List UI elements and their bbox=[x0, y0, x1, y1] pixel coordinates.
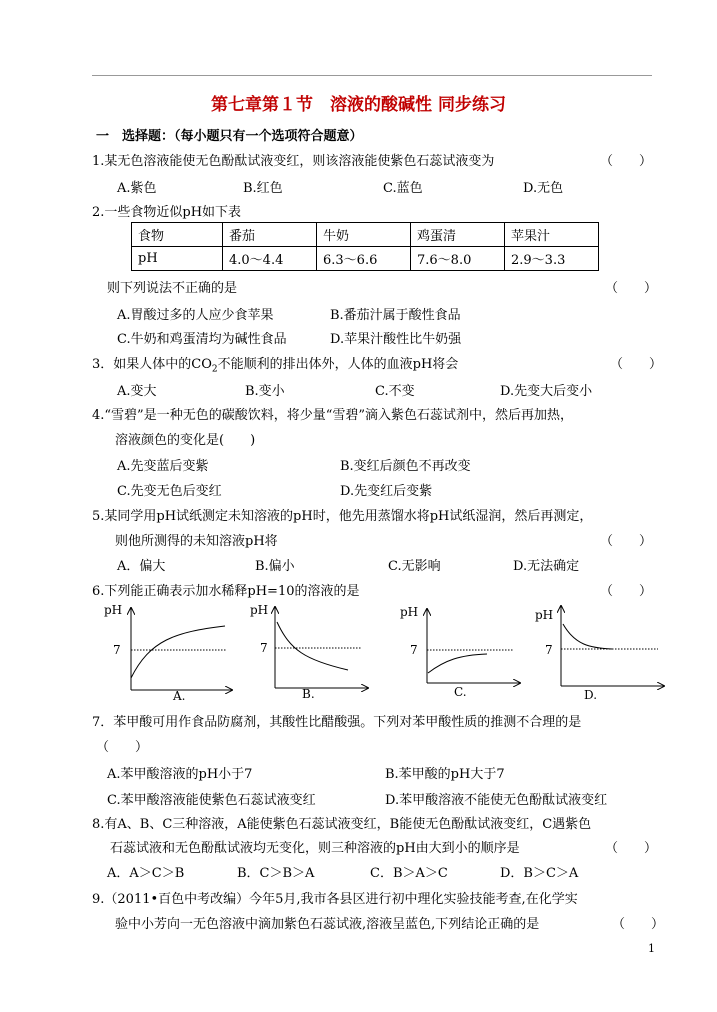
q3-option-b: B.变小 bbox=[245, 384, 285, 399]
graph-a-ref-label: 7 bbox=[113, 643, 121, 657]
graph-c-ref-label: 7 bbox=[410, 643, 418, 657]
table-cell: 7.6～8.0 bbox=[411, 247, 505, 271]
graph-c-axis-label: pH bbox=[400, 605, 419, 619]
graph-a-axis-label: pH bbox=[104, 603, 123, 617]
graph-d-ref-label: 7 bbox=[545, 643, 553, 657]
graph-c bbox=[400, 605, 520, 699]
q8-option-c: C．B＞A＞C bbox=[370, 866, 448, 881]
q7-option-d: D.苯甲酸溶液不能使无色酚酞试液变红 bbox=[385, 793, 608, 808]
graph-c-label: C. bbox=[454, 685, 467, 699]
graph-a-label: A. bbox=[173, 689, 186, 703]
q7-option-b: B.苯甲酸的pH大于7 bbox=[385, 767, 505, 782]
q3-stem-b: 不能顺利的排出体外，人体的血液pH将会 bbox=[217, 357, 459, 372]
q4-stem: 4.“雪碧”是一种无色的碳酸饮料，将少量“雪碧”滴入紫色石蕊试剂中，然后再加热， bbox=[92, 408, 573, 423]
q6-bracket: （ ） bbox=[600, 584, 653, 599]
q5-stem: 5.某同学用pH试纸测定未知溶液的pH时，他先用蒸馏水将pH试纸湿润，然后再测定， bbox=[92, 509, 593, 524]
q2-stem: 2.一些食物近似pH如下表 bbox=[92, 205, 242, 220]
q1-option-c: C.蓝色 bbox=[383, 181, 423, 196]
q7-option-a: A.苯甲酸溶液的pH小于7 bbox=[107, 767, 253, 782]
q3-stem-a: 3．如果人体中的CO bbox=[92, 357, 212, 372]
page-number: 1 bbox=[648, 942, 655, 955]
q4-stem2: 溶液颜色的变化是( ) bbox=[115, 433, 256, 448]
q7-bracket: （ ） bbox=[96, 740, 149, 755]
q6-stem: 6.下列能正确表示加水稀释pH=10的溶液的是 bbox=[92, 584, 360, 599]
q4-option-b: B.变红后颜色不再改变 bbox=[340, 459, 471, 474]
graph-d-axis-label: pH bbox=[535, 608, 554, 622]
q5-option-a: A．偏大 bbox=[117, 559, 166, 574]
q3-option-c: C.不变 bbox=[375, 384, 415, 399]
table-cell: 牛奶 bbox=[317, 223, 411, 247]
q8-option-a: A．A＞C＞B bbox=[107, 866, 185, 881]
q7-stem: 7．苯甲酸可用作食品防腐剂，其酸性比醋酸强。下列对苯甲酸性质的推测不合理的是 bbox=[92, 715, 582, 730]
table-cell: pH bbox=[132, 247, 223, 271]
graph-b-ref-label: 7 bbox=[260, 641, 268, 655]
table-cell: 6.3～6.6 bbox=[317, 247, 411, 271]
q1-option-a: A.紫色 bbox=[117, 181, 157, 196]
graph-d bbox=[535, 606, 664, 702]
graph-b bbox=[250, 603, 368, 701]
q3-option-a: A.变大 bbox=[117, 384, 157, 399]
q2-option-a: A.胃酸过多的人应少食苹果 bbox=[117, 308, 274, 323]
table-cell: 鸡蛋清 bbox=[411, 223, 505, 247]
q5-stem2: 则他所测得的未知溶液pH将 bbox=[115, 534, 278, 549]
q5-option-c: C.无影响 bbox=[388, 559, 441, 574]
q2-sub: 则下列说法不正确的是 bbox=[107, 281, 238, 296]
section-heading: 一 选择题：（每小题只有一个选项符合题意） bbox=[96, 129, 363, 144]
q2-option-b: B.番茄汁属于酸性食品 bbox=[330, 308, 461, 323]
q8-bracket: （ ） bbox=[605, 841, 658, 856]
graph-a bbox=[104, 603, 232, 703]
q1-bracket: （ ） bbox=[600, 154, 653, 169]
graph-d-label: D. bbox=[584, 688, 598, 702]
q8-stem2: 石蕊试液和无色酚酞试液均无变化，则三种溶液的pH由大到小的顺序是 bbox=[110, 841, 520, 856]
q5-bracket: （ ） bbox=[600, 534, 653, 549]
q4-option-c: C.先变无色后变红 bbox=[117, 484, 222, 499]
q4-option-d: D.先变红后变紫 bbox=[340, 484, 433, 499]
q9-stem: 9.（2011•百色中考改编）今年5月,我市各县区进行初中理化实验技能考查,在化学实 bbox=[92, 892, 578, 907]
table-cell: 食物 bbox=[132, 223, 223, 247]
q5-option-d: D.无法确定 bbox=[513, 559, 580, 574]
q2-option-c: C.牛奶和鸡蛋清均为碱性食品 bbox=[117, 332, 287, 347]
q3-bracket: （ ） bbox=[610, 357, 663, 372]
q1-option-d: D.无色 bbox=[523, 181, 564, 196]
graph-b-label: B. bbox=[302, 687, 315, 701]
table-cell: 苹果汁 bbox=[505, 223, 599, 247]
table-cell: 4.0～4.4 bbox=[223, 247, 317, 271]
page-title: 第七章第１节 溶液的酸碱性 同步练习 bbox=[211, 95, 506, 115]
q9-bracket: （ ） bbox=[612, 917, 665, 932]
q3-option-d: D.先变大后变小 bbox=[500, 384, 593, 399]
q3-subscript: 2 bbox=[211, 364, 218, 375]
q9-stem2: 验中小芳向一无色溶液中滴加紫色石蕊试液,溶液呈蓝色,下列结论正确的是 bbox=[115, 917, 540, 932]
q2-bracket: （ ） bbox=[605, 281, 658, 296]
table-cell: 番茄 bbox=[223, 223, 317, 247]
q8-option-d: D．B＞C＞A bbox=[500, 866, 579, 881]
q1-stem: 1.某无色溶液能使无色酚酞试液变红，则该溶液能使紫色石蕊试液变为 bbox=[92, 154, 495, 169]
q4-option-a: A.先变蓝后变紫 bbox=[117, 459, 209, 474]
q8-stem: 8.有A、B、C三种溶液，A能使紫色石蕊试液变红，B能使无色酚酞试液变红，C遇紫色 bbox=[92, 817, 592, 832]
q2-option-d: D.苹果汁酸性比牛奶强 bbox=[330, 332, 462, 347]
q7-option-c: C.苯甲酸溶液能使紫色石蕊试液变红 bbox=[107, 793, 316, 808]
q8-option-b: B．C＞B＞A bbox=[237, 866, 315, 881]
q5-option-b: B.偏小 bbox=[255, 559, 295, 574]
q1-option-b: B.红色 bbox=[243, 181, 283, 196]
table-cell: 2.9～3.3 bbox=[505, 247, 599, 271]
graph-b-axis-label: pH bbox=[250, 603, 269, 617]
